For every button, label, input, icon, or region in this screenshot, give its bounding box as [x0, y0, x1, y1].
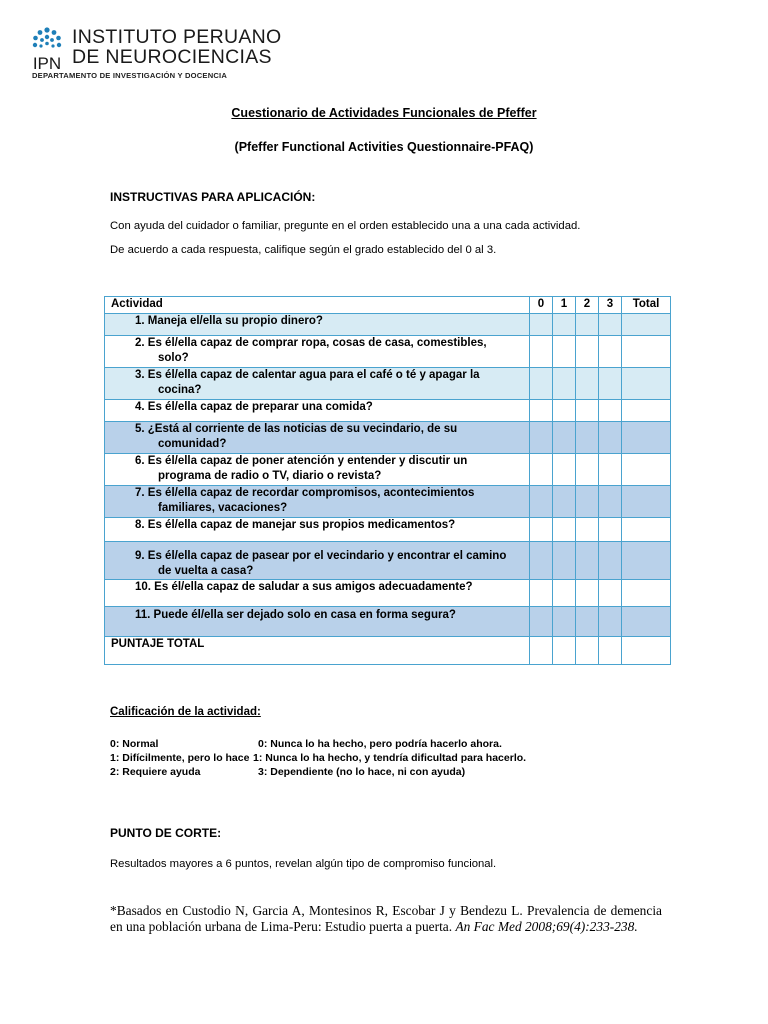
score-cell[interactable] [576, 336, 599, 368]
total-score-label: PUNTAJE TOTAL [105, 637, 530, 665]
table-row [105, 454, 671, 486]
table-row [105, 486, 671, 518]
total-cell[interactable] [622, 314, 671, 336]
activity-question: 8. Es él/ella capaz de manejar sus propios medicamentos? [105, 518, 530, 542]
score-cell[interactable] [599, 368, 622, 400]
table-row [105, 542, 671, 580]
score-cell[interactable] [530, 368, 553, 400]
total-cell[interactable] [622, 580, 671, 607]
score-cell[interactable] [576, 368, 599, 400]
score-cell[interactable] [576, 454, 599, 486]
score-cell[interactable] [576, 486, 599, 518]
table-row [105, 336, 671, 368]
score-cell[interactable] [530, 314, 553, 336]
score-cell[interactable] [599, 314, 622, 336]
total-cell[interactable] [622, 486, 671, 518]
score-cell[interactable] [576, 314, 599, 336]
score-cell[interactable] [576, 518, 599, 542]
cutoff-text: Resultados mayores a 6 puntos, revelan algún tipo de compromiso funcional. [110, 858, 497, 870]
score-cell[interactable] [599, 400, 622, 422]
logo-department: DEPARTAMENTO DE INVESTIGACIÓN Y DOCENCIA [32, 71, 228, 80]
score-cell[interactable] [530, 486, 553, 518]
institute-logo [32, 26, 282, 86]
total-cell[interactable] [622, 400, 671, 422]
table-row [105, 580, 671, 607]
score-cell[interactable] [599, 542, 622, 580]
instructions-line-2: De acuerdo a cada respuesta, califique según el grado establecido del 0 al 3. [110, 244, 497, 256]
pfaq-table [104, 296, 671, 665]
activity-question: 9. Es él/ella capaz de pasear por el vecindario y encontrar el camino de vuelta a casa? [105, 542, 530, 580]
instructions-heading: INSTRUCTIVAS PARA APLICACIÓN: [110, 190, 316, 204]
activity-question: 3. Es él/ella capaz de calentar agua para el café o té y apagar la cocina? [105, 368, 530, 400]
score-cell[interactable] [530, 580, 553, 607]
activity-question: 1. Maneja el/ella su propio dinero? [105, 314, 530, 336]
logo-abbreviation: IPN [32, 54, 62, 73]
score-cell[interactable] [576, 637, 599, 665]
score-cell[interactable] [553, 542, 576, 580]
activity-question: 4. Es él/ella capaz de preparar una comida? [105, 400, 530, 422]
score-cell[interactable] [530, 637, 553, 665]
document-subtitle: (Pfeffer Functional Activities Questionnaire-PFAQ) [234, 140, 534, 154]
table-header-row [105, 297, 671, 314]
score-cell[interactable] [553, 336, 576, 368]
score-cell[interactable] [599, 486, 622, 518]
header-total: Total [622, 297, 671, 314]
score-cell[interactable] [530, 336, 553, 368]
table-row [105, 607, 671, 637]
logo-name-line2: DE NEUROCIENCIAS [72, 46, 272, 68]
score-cell[interactable] [530, 454, 553, 486]
cutoff-heading: PUNTO DE CORTE: [110, 826, 222, 840]
table-row [105, 314, 671, 336]
total-cell[interactable] [622, 607, 671, 637]
score-cell[interactable] [553, 400, 576, 422]
score-cell[interactable] [599, 607, 622, 637]
logo-name-line1: INSTITUTO PERUANO [72, 26, 282, 48]
score-cell[interactable] [599, 580, 622, 607]
rating-left: 1: Difícilmente, pero lo hace [110, 752, 250, 764]
activity-question: 11. Puede él/ella ser dejado solo en casa en forma segura? [105, 607, 530, 637]
document-title: Cuestionario de Actividades Funcionales de Pfeffer [231, 106, 537, 120]
rating-heading: Calificación de la actividad: [110, 706, 261, 718]
total-cell[interactable] [622, 368, 671, 400]
score-cell[interactable] [576, 607, 599, 637]
activity-question: 2. Es él/ella capaz de comprar ropa, cosas de casa, comestibles, solo? [105, 336, 530, 368]
header-score-2: 2 [576, 297, 599, 314]
header-score-1: 1 [553, 297, 576, 314]
instructions-line-1: Con ayuda del cuidador o familiar, pregunte en el orden establecido una a una cada actividad. [110, 220, 581, 232]
score-cell[interactable] [553, 422, 576, 454]
total-cell[interactable] [622, 637, 671, 665]
activity-question: 7. Es él/ella capaz de recordar compromisos, acontecimientos familiares, vacaciones? [105, 486, 530, 518]
score-cell[interactable] [553, 607, 576, 637]
rating-left: 0: Normal [110, 738, 159, 750]
score-cell[interactable] [530, 607, 553, 637]
score-cell[interactable] [530, 542, 553, 580]
score-cell[interactable] [553, 314, 576, 336]
activity-question: 5. ¿Está al corriente de las noticias de su vecindario, de su comunidad? [105, 422, 530, 454]
score-cell[interactable] [530, 400, 553, 422]
table-row [105, 368, 671, 400]
total-row [105, 637, 671, 665]
activity-question: 6. Es él/ella capaz de poner atención y entender y discutir un programa de radio o TV, diario o revista? [105, 454, 530, 486]
footnote-citation: An Fac Med 2008;69(4):233-238. [455, 918, 638, 934]
rating-left: 2: Requiere ayuda [110, 766, 201, 778]
score-cell[interactable] [576, 422, 599, 454]
activity-question: 10. Es él/ella capaz de saludar a sus amigos adecuadamente? [105, 580, 530, 607]
score-cell[interactable] [599, 336, 622, 368]
header-activity: Actividad [105, 297, 530, 314]
score-cell[interactable] [553, 368, 576, 400]
score-cell[interactable] [530, 518, 553, 542]
score-cell[interactable] [553, 454, 576, 486]
rating-right: 1: Nunca lo ha hecho, y tendría dificultad para hacerlo. [253, 752, 527, 764]
score-cell[interactable] [599, 637, 622, 665]
score-cell[interactable] [553, 518, 576, 542]
header-score-0: 0 [530, 297, 553, 314]
total-cell[interactable] [622, 454, 671, 486]
score-cell[interactable] [553, 580, 576, 607]
score-cell[interactable] [576, 400, 599, 422]
header-score-3: 3 [599, 297, 622, 314]
table-row [105, 400, 671, 422]
score-cell[interactable] [576, 580, 599, 607]
score-cell[interactable] [530, 422, 553, 454]
score-cell[interactable] [553, 486, 576, 518]
total-cell[interactable] [622, 336, 671, 368]
score-cell[interactable] [553, 637, 576, 665]
score-cell[interactable] [599, 454, 622, 486]
table-row [105, 422, 671, 454]
footnote-text: *Basados en Custodio N, Garcia A, Montesinos R, Escobar J y Bendezu L. Prevalencia de demencia en una población urbana de Lima-Peru: Estudio puerta a puerta. [110, 903, 662, 934]
total-cell[interactable] [622, 518, 671, 542]
table-row [105, 518, 671, 542]
ipn-logo-icon [32, 26, 62, 74]
rating-right: 3: Dependiente (no lo hace, ni con ayuda) [258, 766, 466, 778]
reference-footnote [110, 903, 662, 934]
score-cell[interactable] [599, 422, 622, 454]
total-cell[interactable] [622, 422, 671, 454]
score-cell[interactable] [576, 542, 599, 580]
rating-right: 0: Nunca lo ha hecho, pero podría hacerlo ahora. [258, 738, 502, 750]
score-cell[interactable] [599, 518, 622, 542]
total-cell[interactable] [622, 542, 671, 580]
